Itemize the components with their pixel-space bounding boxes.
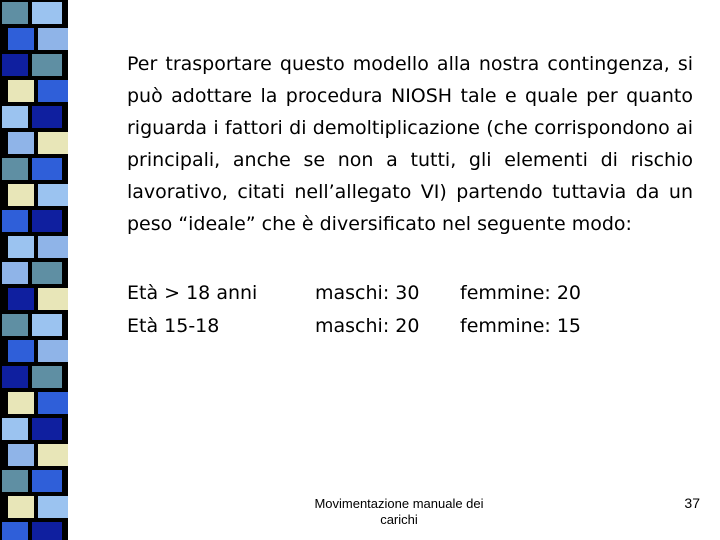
stripe-tile xyxy=(2,470,28,492)
stripe-tile xyxy=(38,236,68,258)
age-cell: Età > 18 anni xyxy=(127,282,258,304)
male-cell: maschi: 30 xyxy=(315,282,420,304)
stripe-tile xyxy=(32,366,62,388)
page-number: 37 xyxy=(684,495,700,511)
stripe-tile xyxy=(8,184,34,206)
stripe-tile xyxy=(32,54,62,76)
footer-title: Movimentazione manuale dei carichi xyxy=(314,496,484,527)
stripe-tile xyxy=(2,314,28,336)
stripe-tile xyxy=(32,470,62,492)
age-cell: Età 15-18 xyxy=(127,315,220,337)
stripe-tile xyxy=(8,28,34,50)
stripe-tile xyxy=(8,340,34,362)
stripe-tile xyxy=(38,184,68,206)
stripe-tile xyxy=(32,522,62,540)
stripe-tile xyxy=(2,262,28,284)
stripe-tile xyxy=(32,106,62,128)
stripe-tile xyxy=(32,314,62,336)
table-row xyxy=(127,282,687,315)
stripe-tile xyxy=(38,340,68,362)
stripe-tile xyxy=(32,418,62,440)
table-row xyxy=(127,315,687,348)
stripe-tile xyxy=(38,80,68,102)
stripe-tile xyxy=(2,522,28,540)
stripe-tile xyxy=(8,132,34,154)
stripe-tile xyxy=(8,496,34,518)
decorative-stripe xyxy=(0,0,68,540)
stripe-tile xyxy=(2,54,28,76)
stripe-tile xyxy=(38,444,68,466)
stripe-tile xyxy=(38,496,68,518)
female-cell: femmine: 15 xyxy=(460,315,582,337)
stripe-tile xyxy=(38,132,68,154)
stripe-tile xyxy=(2,366,28,388)
stripe-tile xyxy=(8,80,34,102)
stripe-tile xyxy=(38,392,68,414)
stripe-tile xyxy=(32,2,62,24)
intro-paragraph: Per trasportare questo modello alla nostra contingenza, si può adottare la procedura NIOSH tale e quale per quanto riguarda i fattori di demoltiplicazione (che corrispondono ai principali, anche se non a tutti, gli elementi di rischio lavorativo, citati nell’allegato VI) partendo tuttavia da un peso “ideale” che è diversificato nel seguente modo: xyxy=(127,53,693,235)
stripe-tile xyxy=(8,392,34,414)
stripe-tile xyxy=(32,262,62,284)
stripe-tile xyxy=(8,444,34,466)
male-cell: maschi: 20 xyxy=(315,315,420,337)
stripe-tile xyxy=(38,28,68,50)
stripe-tile xyxy=(8,236,34,258)
stripe-tile xyxy=(32,210,62,232)
stripe-tile xyxy=(2,2,28,24)
weight-table xyxy=(127,282,687,348)
stripe-tile xyxy=(8,288,34,310)
female-cell: femmine: 20 xyxy=(460,282,582,304)
stripe-tile xyxy=(38,288,68,310)
stripe-tile xyxy=(2,106,28,128)
stripe-tile xyxy=(2,418,28,440)
stripe-tile xyxy=(2,158,28,180)
stripe-tile xyxy=(32,158,62,180)
slide-body xyxy=(127,48,693,240)
stripe-tile xyxy=(2,210,28,232)
